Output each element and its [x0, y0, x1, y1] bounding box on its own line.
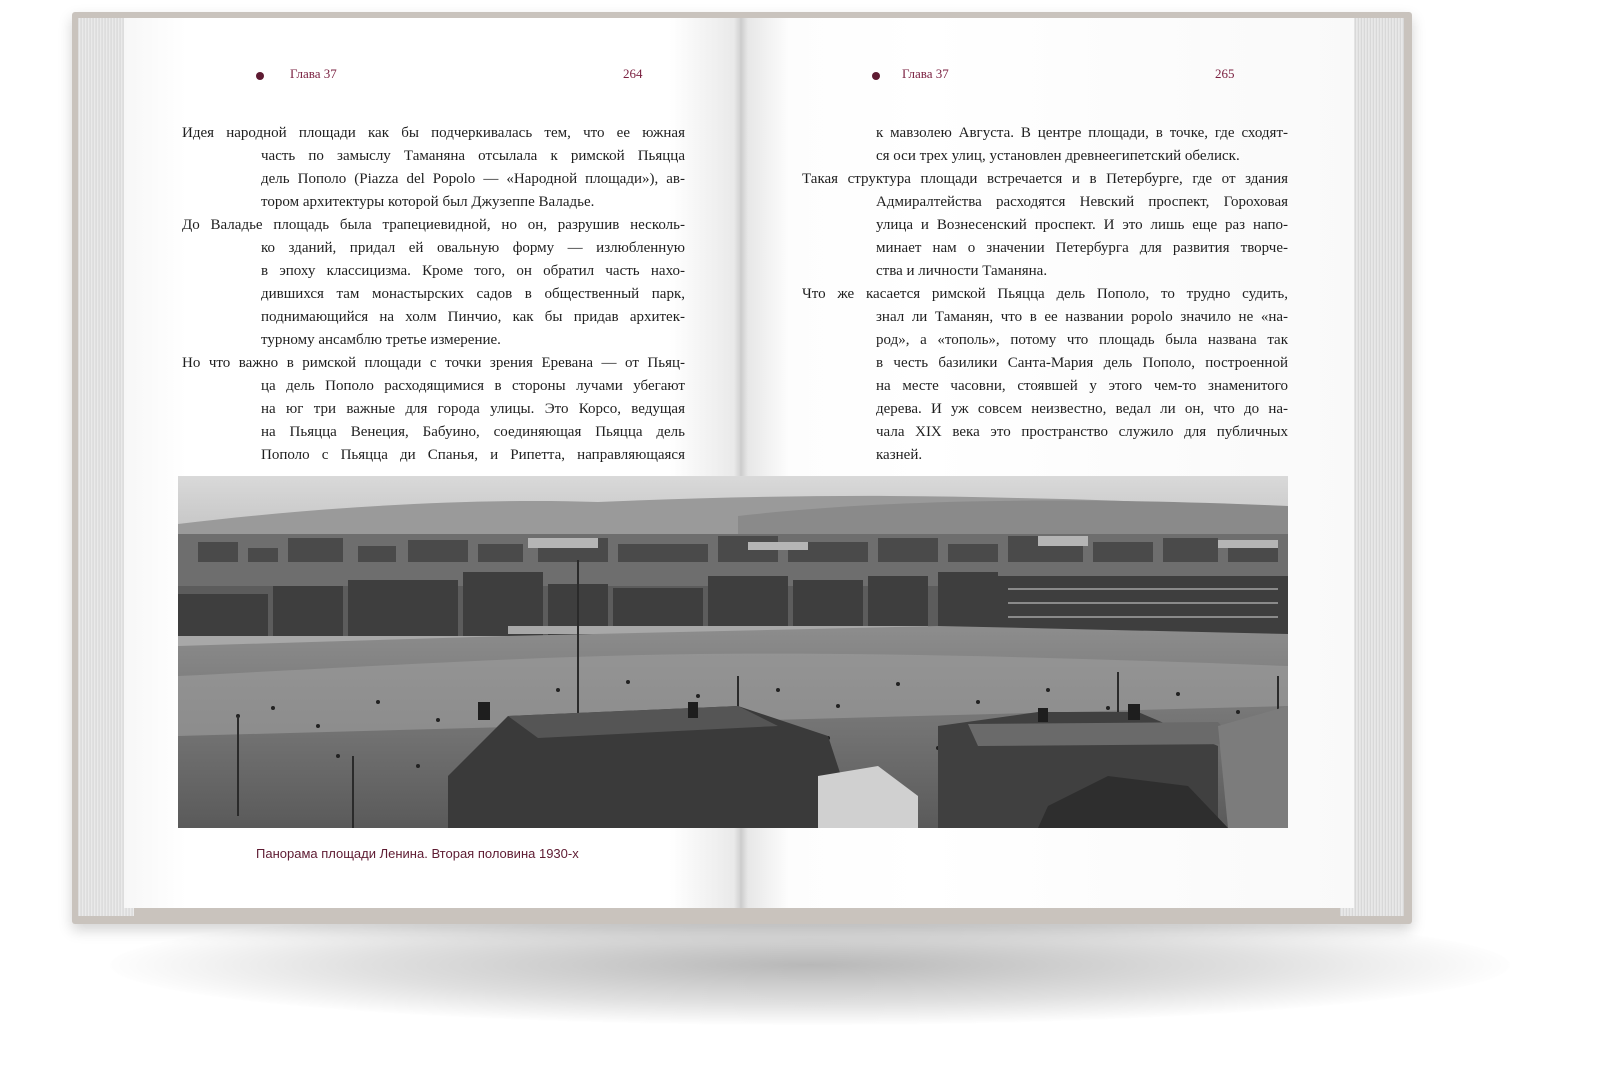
text-line: часть по замыслу Таманяна отсылала к римской Пьяцца	[261, 148, 685, 164]
text-line: тором архитектуры которой был Джузеппе Валадье.	[261, 194, 595, 210]
page-number: 265	[1215, 66, 1235, 81]
text-line: к мавзолею Августа. В центре площади, в точке, где сходят-	[876, 125, 1288, 141]
page-number: 264	[623, 66, 643, 81]
text-line: на юг три важные для города улицы. Это Корсо, ведущая	[261, 401, 685, 417]
bullet-icon	[872, 72, 880, 80]
text-line: род», а «тополь», потому что площадь была названа так	[876, 332, 1288, 348]
text-line: в честь базилики Санта-Мария дель Пополо, построенной	[876, 355, 1288, 371]
text-line: дившихся там монастырских садов в общественный парк,	[261, 286, 685, 302]
text-line: ства и личности Таманяна.	[876, 263, 1048, 279]
text-line: дерева. И уж совсем неизвестно, ведал ли он, что до на-	[876, 401, 1288, 417]
text-line: казней.	[876, 447, 923, 463]
text-line: Пополо с Пьяцца ди Спанья, и Рипетта, направляющаяся	[261, 447, 685, 463]
text-line: на Пьяцца Венеция, Бабуино, соединяющая Пьяцца дель	[261, 424, 685, 440]
text-line: ся оси трех улиц, установлен древнеегипетский обелиск.	[876, 148, 1240, 164]
text-line: ца дель Пополо расходящимися в стороны лучами убегают	[261, 378, 685, 394]
text-line: дель Пополо (Piazza del Popolo — «Народной площади»), ав-	[261, 171, 685, 187]
left-running-head	[254, 66, 654, 86]
text-line: ко зданий, придал ей овальную форму — излюбленную	[261, 240, 685, 256]
text-line: Что же касается римской Пьяцца дель Пополо, то трудно судить,	[802, 286, 1288, 302]
text-line: знал ли Таманян, что в ее названии popolo значило не «на-	[876, 309, 1288, 325]
panorama-photo	[178, 476, 1288, 828]
photo-caption: Панорама площади Ленина. Вторая половина 1930-х	[256, 846, 579, 861]
text-line: Идея народной площади как бы подчеркивалась тем, что ее южная	[182, 125, 685, 141]
text-line: поднимающийся на холм Пинчио, как бы придав архитек-	[261, 309, 685, 325]
chapter-title: Глава 37	[290, 66, 337, 81]
text-line: в эпоху классицизма. Кроме того, он обратил часть нахо-	[261, 263, 685, 279]
text-line: минает нам о значении Петербурга для развития творче-	[876, 240, 1288, 256]
text-line: Но что важно в римской площади с точки зрения Еревана — от Пьяц-	[182, 355, 685, 371]
text-line: Адмиралтейства расходятся Невский проспект, Гороховая	[876, 194, 1288, 210]
text-line: турному ансамблю третье измерение.	[261, 332, 501, 348]
text-line: До Валадье площадь была трапециевидной, но он, разрушив несколь-	[182, 217, 685, 233]
text-line: чала XIX века это пространство служило для публичных	[876, 424, 1288, 440]
text-line: Такая структура площади встречается и в Петербурге, где от здания	[802, 171, 1288, 187]
text-line: на месте часовни, стоявшей у этого чем-то знаменитого	[876, 378, 1288, 394]
chapter-title: Глава 37	[902, 66, 949, 81]
right-running-head	[870, 66, 1270, 86]
bullet-icon	[256, 72, 264, 80]
text-line: улица и Вознесенский проспект. И это лишь еще раз напо-	[876, 217, 1288, 233]
